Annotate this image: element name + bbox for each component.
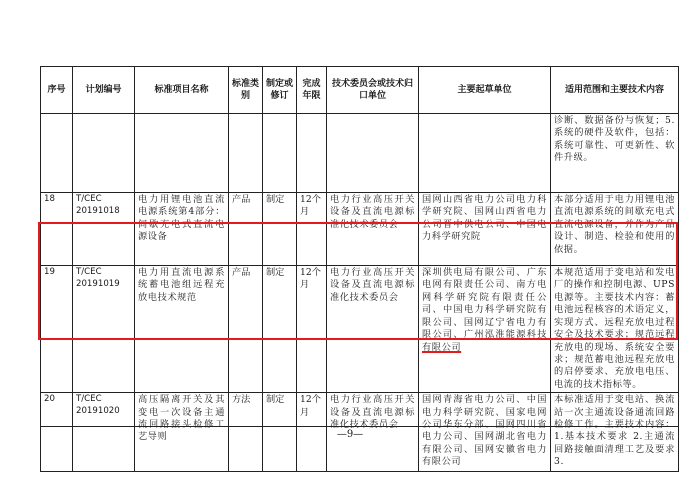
cell-plan-no: T/CEC 20191018 <box>73 193 135 266</box>
cell-seq: 18 <box>41 193 73 266</box>
table-header-row <box>41 67 679 114</box>
standards-plan-table <box>40 66 679 472</box>
cell-name: 高压隔离开关及其变电一次设备主通流回路接头检修工艺导则 <box>135 393 229 472</box>
table-row-highlighted <box>41 266 679 393</box>
page-number: —9— <box>336 429 364 440</box>
header-action: 制定或修订 <box>263 67 297 114</box>
cell-empty <box>327 114 419 193</box>
cell-category: 产品 <box>229 193 263 266</box>
cell-empty <box>263 114 297 193</box>
cell-plan-no: T/CEC 20191019 <box>73 266 135 393</box>
cell-empty <box>297 114 327 193</box>
cell-empty <box>135 114 229 193</box>
cell-empty <box>73 114 135 193</box>
cell-action: 制定 <box>263 393 297 472</box>
cell-scope: 本标准适用于变电站、换流站一次主通流设备通流回路检修工作。主要技术内容：1.基本技术要求 2.主通流回路接触面清理工艺及要求 3. <box>551 393 679 472</box>
cell-drafters <box>419 266 551 393</box>
cell-scope: 本规范适用于变电站和发电厂的操作和控制电源、UPS电源等。主要技术内容：蓄电池远程核容的术语定义，实现方式、远程充放电过程安全及技术要求；规范远程充放电的现场、系统安全要求；规范蓄电池远程充放电的启停要求、充放电电压、电流的技术指标等。 <box>551 266 679 393</box>
table-row-continuation <box>41 114 679 193</box>
footer-rule <box>40 426 678 427</box>
cell-category: 方法 <box>229 393 263 472</box>
header-seq: 序号 <box>41 67 73 114</box>
cell-empty <box>419 114 551 193</box>
cell-committee: 电力行业高压开关设备及直流电源标准化技术委员会 <box>327 266 419 393</box>
header-scope: 适用范围和主要技术内容 <box>551 67 679 114</box>
header-plan-no: 计划编号 <box>73 67 135 114</box>
drafters-underlined-company: 广州泓淮能源科技有限公司 <box>422 329 547 353</box>
header-category: 标准类别 <box>229 67 263 114</box>
header-name: 标准项目名称 <box>135 67 229 114</box>
cell-scope: 诊断、数据备份与恢复；5.系统的硬件及软件，包括：系统可靠性、可更新性、软件升级。 <box>551 114 679 193</box>
cell-scope: 本部分适用于电力用锂电池直流电源系统的间歇充电式直流电源设备，并作为产品设计、制造、检验和使用的依据。 <box>551 193 679 266</box>
header-deadline: 完成年限 <box>297 67 327 114</box>
cell-committee: 电力行业高压开关设备及直流电源标准化技术委员会 <box>327 193 419 266</box>
cell-plan-no: T/CEC 20191020 <box>73 393 135 472</box>
cell-deadline: 12个月 <box>297 193 327 266</box>
cell-drafters: 国网青海省电力公司、中国电力科学研究院、国家电网公司华东分部、国网四川省电力公司、国网湖北省电力有限公司、国网安徽省电力有限公司 <box>419 393 551 472</box>
cell-empty <box>229 114 263 193</box>
cell-action: 制定 <box>263 266 297 393</box>
cell-name: 电力用锂电池直流电源系统第4部分：间歇充电式直流电源设备 <box>135 193 229 266</box>
cell-deadline: 12个月 <box>297 393 327 472</box>
header-committee: 技术委员会或技术归口单位 <box>327 67 419 114</box>
cell-name: 电力用直流电源系统蓄电池组远程充放电技术规范 <box>135 266 229 393</box>
cell-seq: 19 <box>41 266 73 393</box>
cell-action: 制定 <box>263 193 297 266</box>
cell-drafters: 国网山西省电力公司电力科学研究院、国网山西省电力公司晋中供电公司、中国电力科学研究院 <box>419 193 551 266</box>
header-drafters: 主要起草单位 <box>419 67 551 114</box>
cell-seq: 20 <box>41 393 73 472</box>
table-row <box>41 193 679 266</box>
drafters-text: 深圳供电局有限公司、广东电网有限责任公司、南方电网科学研究院有限责任公司、中国电力科学研究院有限公司、国网辽宁省电力有限公司、 <box>422 267 547 341</box>
cell-deadline: 12个月 <box>297 266 327 393</box>
cell-category: 产品 <box>229 266 263 393</box>
cell-committee: 电力行业高压开关设备及直流电源标准化技术委员会 <box>327 393 419 472</box>
cell-empty <box>41 114 73 193</box>
